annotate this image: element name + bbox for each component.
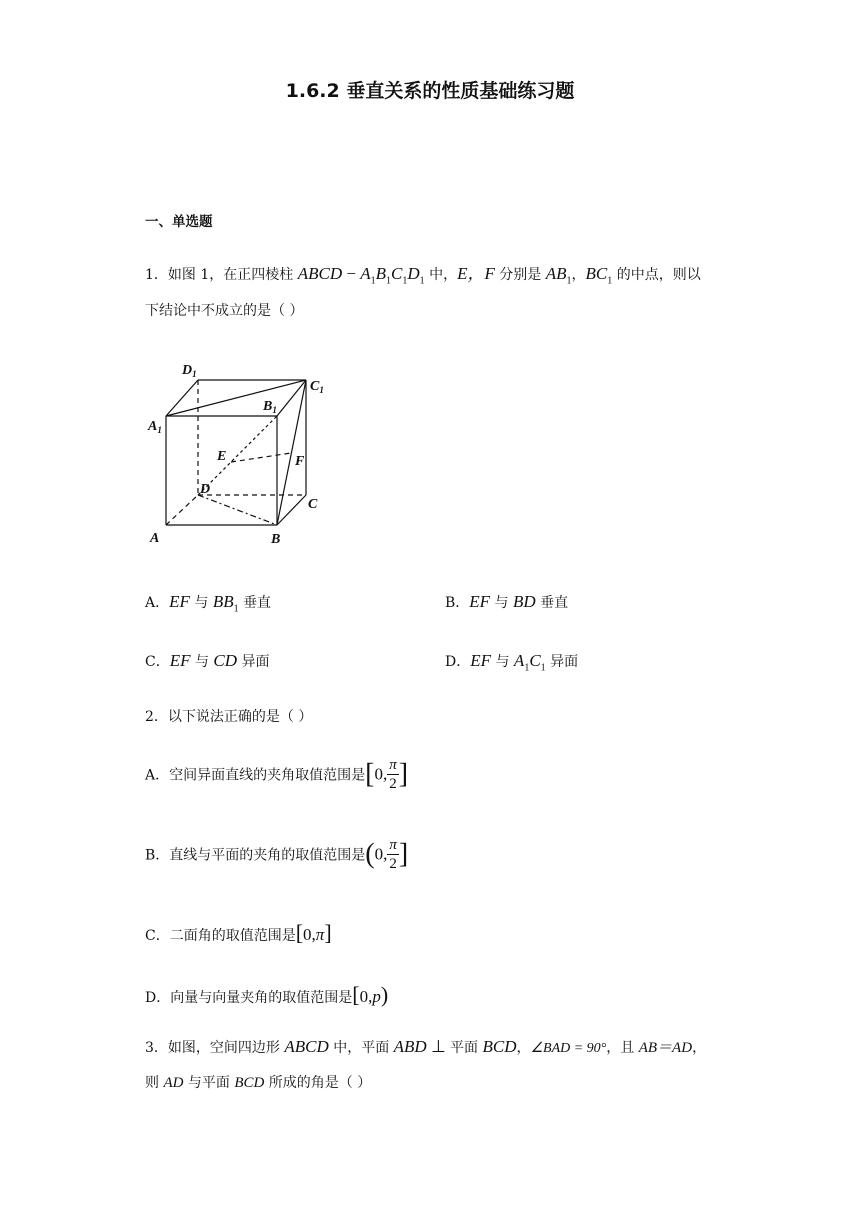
- math-p: p: [372, 987, 381, 1006]
- option-label: C．: [145, 654, 170, 670]
- q3-text: 中，平面: [328, 1040, 394, 1056]
- q1-text: 如图 1，在正四棱柱: [167, 267, 298, 283]
- option-text: 与: [190, 654, 214, 670]
- math-zero: 0,: [303, 925, 316, 944]
- option-text: 垂直: [238, 595, 272, 611]
- option-text: 垂直: [535, 595, 569, 611]
- q1-text: ，: [571, 267, 586, 283]
- label-a: A: [150, 531, 160, 546]
- label-c1: $C_1$: [310, 379, 324, 395]
- math-cd: CD: [213, 651, 238, 670]
- q3-text: 所成的角是（ ）: [264, 1075, 372, 1091]
- bracket-close: ]: [398, 838, 409, 870]
- q3-text: 则: [145, 1075, 164, 1091]
- q3-text: ，: [692, 1040, 707, 1056]
- option-text: C．二面角的取值范围是: [145, 928, 296, 944]
- option-text: D．向量与向量夹角的取值范围是: [145, 990, 353, 1006]
- label-f: F: [295, 454, 305, 469]
- math-ef: EF: [470, 651, 492, 670]
- option-label: B．: [445, 595, 470, 611]
- question-1-line-1: [145, 259, 701, 286]
- option-text: 异面: [545, 654, 579, 670]
- label-a1: $A_1$: [148, 419, 162, 435]
- q3-text: ，: [516, 1040, 531, 1056]
- bracket-close: ): [380, 982, 389, 1007]
- math-ad: AD: [163, 1075, 184, 1091]
- q1-option-c[interactable]: [145, 651, 269, 671]
- q2-option-b[interactable]: [145, 836, 408, 873]
- q1-text: 的中点，则以: [612, 267, 701, 283]
- question-2-stem: 2．以下说法正确的是（ ）: [145, 709, 313, 725]
- question-number: 1．: [145, 267, 168, 283]
- bracket-open: [: [352, 982, 360, 1007]
- label-e: E: [217, 449, 227, 464]
- math-perp: ⊥: [426, 1037, 451, 1056]
- q3-text: 平面: [450, 1040, 483, 1056]
- option-label: D．: [445, 654, 471, 670]
- bracket-open: (: [365, 838, 375, 870]
- q1-text: 分别是: [494, 267, 546, 283]
- math-ef: EF: [169, 651, 191, 670]
- bracket-close: ]: [398, 758, 409, 790]
- math-bcd: BCD: [482, 1037, 517, 1056]
- question-1-line-2: 下结论中不成立的是（ ）: [145, 303, 304, 319]
- fraction-pi-over-2: $\frac{\pi}{2}$: [389, 757, 397, 792]
- q1-option-d[interactable]: [445, 651, 578, 673]
- label-b: B: [271, 532, 281, 547]
- q3-text: 与平面: [183, 1075, 235, 1091]
- math-minus: −: [342, 264, 361, 283]
- math-a1c1: $A_1C_1$: [513, 651, 546, 674]
- math-bd: BD: [512, 592, 536, 611]
- q3-text: ，且: [606, 1040, 639, 1056]
- math-ef: E，F: [457, 264, 495, 283]
- bracket-close: ]: [324, 920, 332, 945]
- math-pi: π: [315, 925, 325, 944]
- math-bb1: $BB_1$: [212, 592, 239, 615]
- label-b1: $B_1$: [263, 399, 277, 415]
- label-c: C: [308, 497, 318, 512]
- math-abcd: ABCD: [284, 1037, 329, 1056]
- label-d1: $D_1$: [182, 363, 197, 379]
- q2-option-c[interactable]: [145, 920, 332, 946]
- fraction-pi-over-2: $\frac{\pi}{2}$: [389, 837, 397, 872]
- math-abcd: ABCD: [297, 264, 343, 283]
- option-text: 与: [490, 595, 513, 611]
- bracket-open: [: [365, 758, 375, 790]
- q1-option-a[interactable]: [145, 592, 271, 614]
- math-zero: 0,: [374, 844, 388, 864]
- math-ef: EF: [169, 592, 190, 611]
- math-bcd: BCD: [234, 1075, 265, 1091]
- math-a1b1c1d1: $A_1B_1C_1D_1$: [360, 264, 425, 287]
- math-ef: EF: [469, 592, 491, 611]
- math-zero: 0,: [359, 987, 373, 1006]
- q1-option-b[interactable]: [445, 592, 568, 612]
- label-d: D: [200, 482, 211, 497]
- bracket-open: [: [295, 920, 304, 945]
- question-3-line-2: [145, 1072, 371, 1092]
- q2-option-a[interactable]: [145, 756, 408, 793]
- q3-text: 3．如图，空间四边形: [145, 1040, 285, 1056]
- page-title: 1.6.2 垂直关系的性质基础练习题: [285, 80, 575, 102]
- q1-text: 中，: [424, 267, 458, 283]
- math-abd: ABD: [393, 1037, 427, 1056]
- math-ab1: $AB_1$: [545, 264, 572, 287]
- option-text: B．直线与平面的夹角的取值范围是: [145, 847, 366, 864]
- section-heading: 一、单选题: [145, 214, 213, 230]
- question-3-line-1: [145, 1036, 706, 1057]
- option-label: A．: [145, 595, 170, 611]
- option-text: A．空间异面直线的夹角取值范围是: [145, 767, 366, 784]
- option-text: 与: [491, 654, 514, 670]
- option-text: 与: [189, 595, 213, 611]
- math-angle-bad: ∠BAD = 90°: [530, 1041, 607, 1056]
- prism-figure: [140, 350, 370, 550]
- q2-option-d[interactable]: [145, 982, 388, 1008]
- math-bc1: $BC_1$: [585, 264, 613, 287]
- math-ab-eq-ad: AB＝AD: [638, 1040, 693, 1056]
- option-text: 异面: [237, 654, 270, 670]
- math-zero: 0,: [374, 764, 388, 784]
